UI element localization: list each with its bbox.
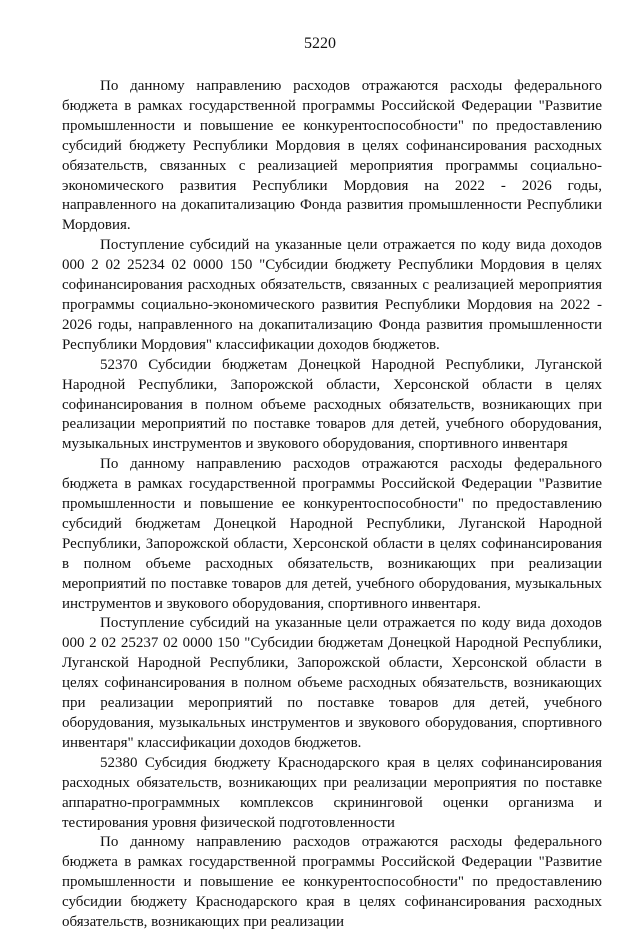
paragraph-6: 52380 Субсидия бюджету Краснодарского края в целях софинансирования расходных обязательств, возникающих при реализации мероприятия по поставке аппаратно-программных комплексов скрининговой оценки организма и тестирования уровня физической подготовленности xyxy=(62,754,602,831)
paragraph-2: Поступление субсидий на указанные цели отражается по коду вида доходов 000 2 02 25234 02 0000 150 "Субсидии бюджету Республики Мордовия в целях софинансирования расходных обязательств, связанных с реализацией мероприятия программы социально-экономического развития Республики Мордовия на 2022 - 2026 годы, направленного на докапитализацию Фонда развития промышленности Республики Мордовия" классификации доходов бюджетов. xyxy=(62,237,602,353)
page-number: 5220 xyxy=(304,35,336,52)
document-body xyxy=(62,77,602,933)
paragraph-5: Поступление субсидий на указанные цели отражается по коду вида доходов 000 2 02 25237 02 0000 150 "Субсидии бюджетам Донецкой Народной Республики, Луганской Народной Республики, Запорожской области, Херсонской области в целях софинансирования в полном объеме расходных обязательств, возникающих при реализации мероприятий по поставке товаров для детей, учебного оборудования, музыкальных инструментов и звукового оборудования, спортивного инвентаря" классификации доходов бюджетов. xyxy=(62,615,602,751)
paragraph-3: 52370 Субсидии бюджетам Донецкой Народной Республики, Луганской Народной Республики, Запорожской области, Херсонской области в целях софинансирования в полном объеме расходных обязательств, возникающих при реализации мероприятий по поставке товаров для детей, учебного оборудования, музыкальных инструментов и звукового оборудования, спортивного инвентаря xyxy=(62,356,602,453)
paragraph-1: По данному направлению расходов отражаются расходы федерального бюджета в рамках государственной программы Российской Федерации "Развитие промышленности и повышение ее конкурентоспособности" по предоставлению субсидий бюджету Республики Мордовия в целях софинансирования расходных обязательств, связанных с реализацией мероприятия программы социально-экономического развития Республики Мордовия на 2022 - 2026 годы, направленного на докапитализацию Фонда развития промышленности Республики Мордовия. xyxy=(62,78,602,234)
paragraph-4: По данному направлению расходов отражаются расходы федерального бюджета в рамках государственной программы Российской Федерации "Развитие промышленности и повышение ее конкурентоспособности" по предоставлению субсидий бюджетам Донецкой Народной Республики, Луганской Народной Республики, Запорожской области, Херсонской области в целях софинансирования в полном объеме расходных обязательств, возникающих при реализации мероприятий по поставке товаров для детей, учебного оборудования, музыкальных инструментов и звукового оборудования, спортивного инвентаря. xyxy=(62,456,602,612)
paragraph-7: По данному направлению расходов отражаются расходы федерального бюджета в рамках государственной программы Российской Федерации "Развитие промышленности и повышение ее конкурентоспособности" по предоставлению субсидии бюджету Краснодарского края в целях софинансирования расходных обязательств, возникающих при реализации xyxy=(62,834,602,931)
